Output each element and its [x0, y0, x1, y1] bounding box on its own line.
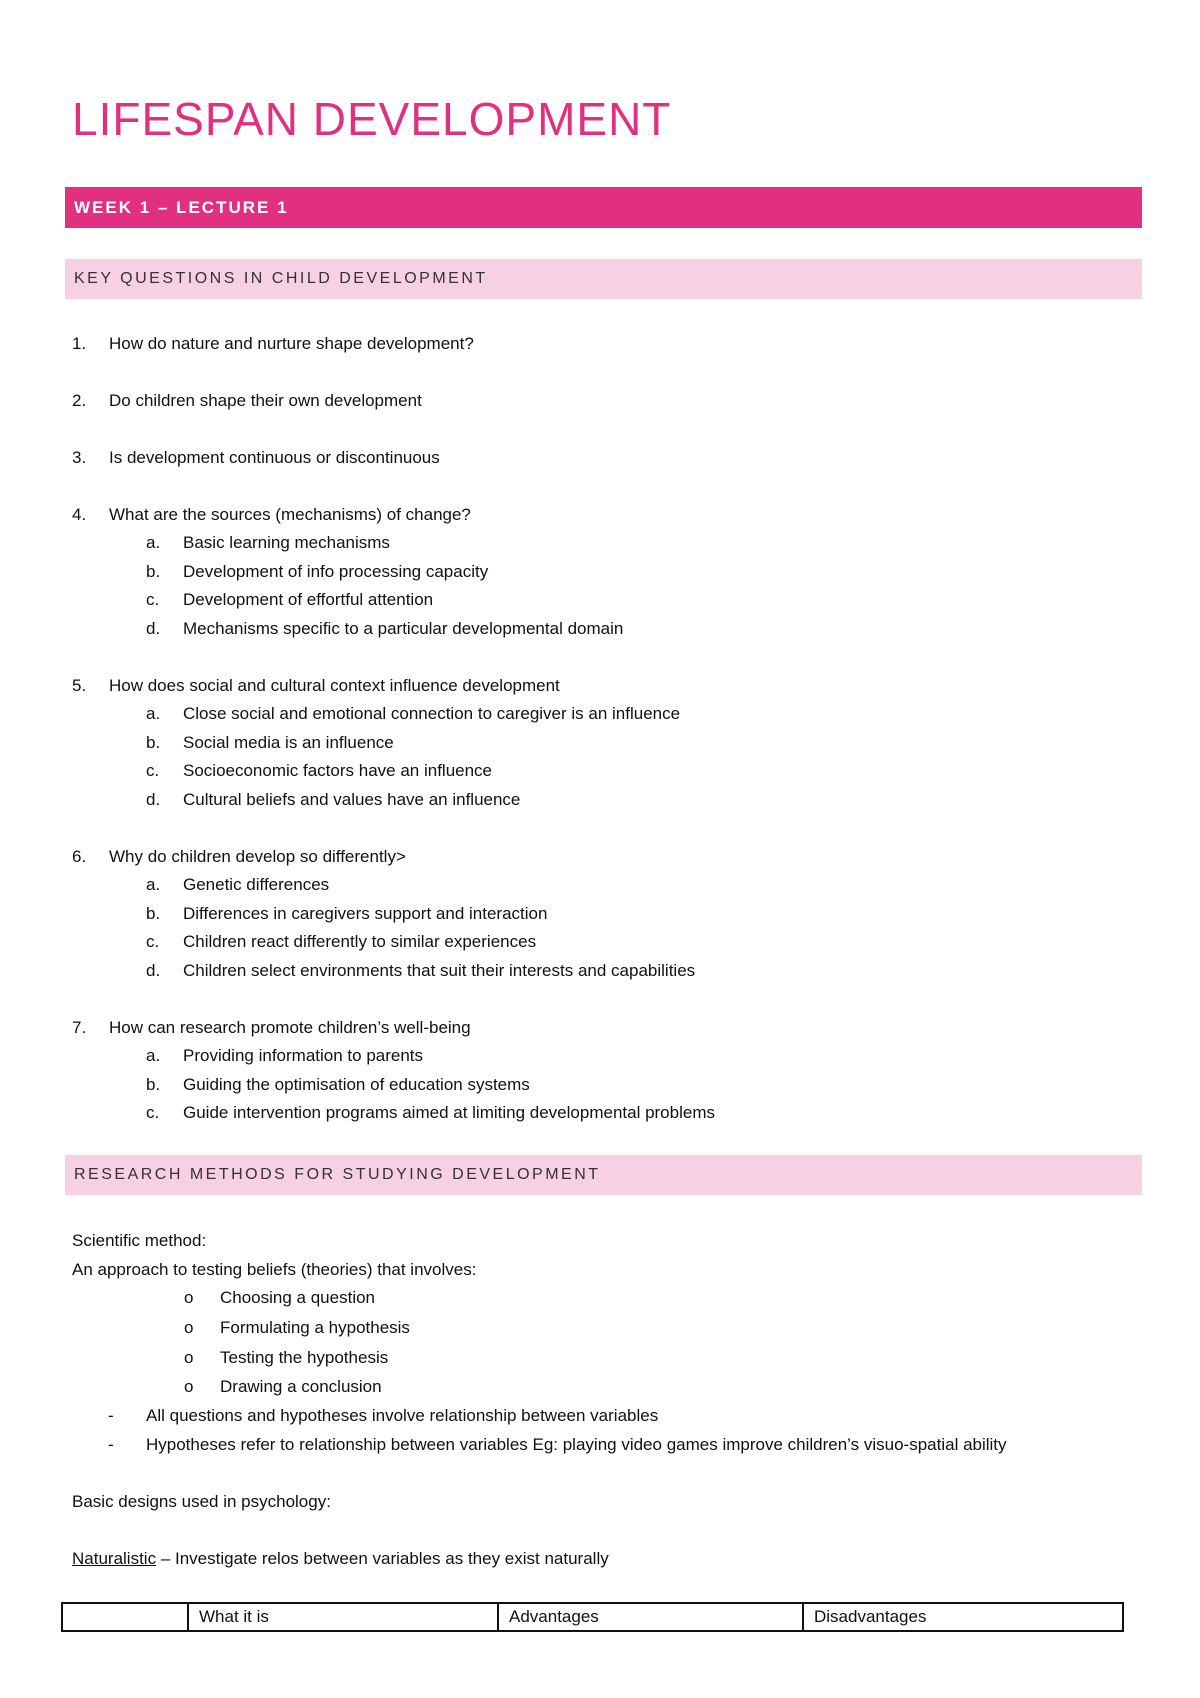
table-header-cell: What it is — [188, 1603, 498, 1631]
sub-text: Development of info processing capacity — [183, 562, 489, 581]
sub-text: Social media is an influence — [183, 733, 394, 752]
scientific-method-label: Scientific method: — [72, 1231, 207, 1250]
list-text: How does social and cultural context influence development — [109, 676, 560, 695]
list-item — [72, 847, 406, 867]
sub-letter: c. — [146, 761, 160, 780]
sub-list-item — [146, 704, 680, 724]
sub-list-item — [146, 619, 623, 639]
table-header-cell: Disadvantages — [803, 1603, 1123, 1631]
sub-list-item — [146, 904, 547, 924]
sub-list-item — [146, 790, 520, 810]
sub-text: Genetic differences — [183, 875, 330, 894]
sub-letter: d. — [146, 961, 161, 980]
sub-letter: b. — [146, 733, 161, 752]
list-number: 6. — [72, 847, 87, 866]
sub-list-item — [146, 961, 695, 981]
sub-letter: a. — [146, 704, 161, 723]
step-item — [184, 1377, 382, 1397]
list-item — [72, 505, 471, 525]
sub-text: Guide intervention programs aimed at limiting developmental problems — [183, 1103, 715, 1122]
step-item — [184, 1288, 375, 1308]
list-number: 2. — [72, 391, 87, 410]
sub-list-item — [146, 1103, 715, 1123]
sub-letter: d. — [146, 790, 161, 809]
sub-letter: a. — [146, 1046, 161, 1065]
table-header-cell — [62, 1603, 188, 1631]
list-item — [72, 676, 560, 696]
bullet-marker: o — [184, 1377, 194, 1396]
page-title: LIFESPAN DEVELOPMENT — [72, 93, 672, 145]
sub-text: Socioeconomic factors have an influence — [183, 761, 493, 780]
step-text: Drawing a conclusion — [220, 1377, 382, 1396]
dash-marker: - — [108, 1435, 114, 1454]
step-item — [184, 1348, 388, 1368]
week-banner: WEEK 1 – LECTURE 1 — [65, 187, 1142, 228]
note-text: Hypotheses refer to relationship between variables Eg: playing video games improve children’s visuo-spatial ability — [146, 1435, 1007, 1454]
list-number: 5. — [72, 676, 87, 695]
section-heading-key-questions: KEY QUESTIONS IN CHILD DEVELOPMENT — [65, 259, 1142, 299]
naturalistic-description: – Investigate relos between variables as they exist naturally — [156, 1549, 609, 1568]
sub-text: Cultural beliefs and values have an influence — [183, 790, 521, 809]
sub-text: Mechanisms specific to a particular developmental domain — [183, 619, 624, 638]
sub-list-item — [146, 1046, 423, 1066]
section-heading-research-methods: RESEARCH METHODS FOR STUDYING DEVELOPMENT — [65, 1155, 1142, 1195]
sub-list-item — [146, 761, 492, 781]
sub-letter: a. — [146, 533, 161, 552]
list-text: Is development continuous or discontinuous — [109, 448, 440, 467]
step-item — [184, 1318, 410, 1338]
scientific-method-description: An approach to testing beliefs (theories) that involves: — [72, 1260, 477, 1279]
sub-letter: c. — [146, 932, 160, 951]
designs-label: Basic designs used in psychology: — [72, 1492, 331, 1511]
sub-text: Guiding the optimisation of education systems — [183, 1075, 530, 1094]
sub-letter: a. — [146, 875, 161, 894]
bullet-marker: o — [184, 1318, 194, 1337]
table-header-cell: Advantages — [498, 1603, 803, 1631]
list-item — [72, 448, 440, 468]
list-item — [72, 1018, 471, 1038]
naturalistic-line — [72, 1549, 609, 1569]
sub-text: Differences in caregivers support and interaction — [183, 904, 548, 923]
note-text: All questions and hypotheses involve relationship between variables — [146, 1406, 659, 1425]
step-text: Formulating a hypothesis — [220, 1318, 410, 1337]
list-text: What are the sources (mechanisms) of change? — [109, 505, 471, 524]
sub-letter: b. — [146, 904, 161, 923]
step-text: Choosing a question — [220, 1288, 376, 1307]
list-text: Do children shape their own development — [109, 391, 422, 410]
bullet-marker: o — [184, 1288, 194, 1307]
sub-list-item — [146, 1075, 530, 1095]
sub-list-item — [146, 590, 433, 610]
sub-list-item — [146, 932, 536, 952]
sub-text: Providing information to parents — [183, 1046, 424, 1065]
methods-table — [61, 1602, 1124, 1632]
bullet-marker: o — [184, 1348, 194, 1367]
list-number: 7. — [72, 1018, 87, 1037]
table-header-row — [62, 1603, 1123, 1631]
sub-letter: d. — [146, 619, 161, 638]
list-text: How can research promote children’s well-being — [109, 1018, 471, 1037]
list-number: 3. — [72, 448, 87, 467]
naturalistic-term: Naturalistic — [72, 1549, 157, 1568]
sub-letter: b. — [146, 1075, 161, 1094]
sub-letter: c. — [146, 590, 160, 609]
note-item — [108, 1406, 658, 1426]
list-number: 1. — [72, 334, 87, 353]
sub-list-item — [146, 875, 329, 895]
list-number: 4. — [72, 505, 87, 524]
sub-letter: b. — [146, 562, 161, 581]
sub-text: Children select environments that suit their interests and capabilities — [183, 961, 696, 980]
sub-text: Children react differently to similar experiences — [183, 932, 537, 951]
list-item — [72, 391, 422, 411]
sub-list-item — [146, 562, 488, 582]
sub-list-item — [146, 733, 394, 753]
note-item — [108, 1435, 1007, 1455]
dash-marker: - — [108, 1406, 114, 1425]
sub-text: Basic learning mechanisms — [183, 533, 390, 552]
sub-text: Development of effortful attention — [183, 590, 434, 609]
list-item — [72, 334, 474, 354]
sub-list-item — [146, 533, 390, 553]
list-text: How do nature and nurture shape development? — [109, 334, 474, 353]
sub-letter: c. — [146, 1103, 160, 1122]
step-text: Testing the hypothesis — [220, 1348, 389, 1367]
sub-text: Close social and emotional connection to caregiver is an influence — [183, 704, 681, 723]
list-text: Why do children develop so differently> — [109, 847, 406, 866]
